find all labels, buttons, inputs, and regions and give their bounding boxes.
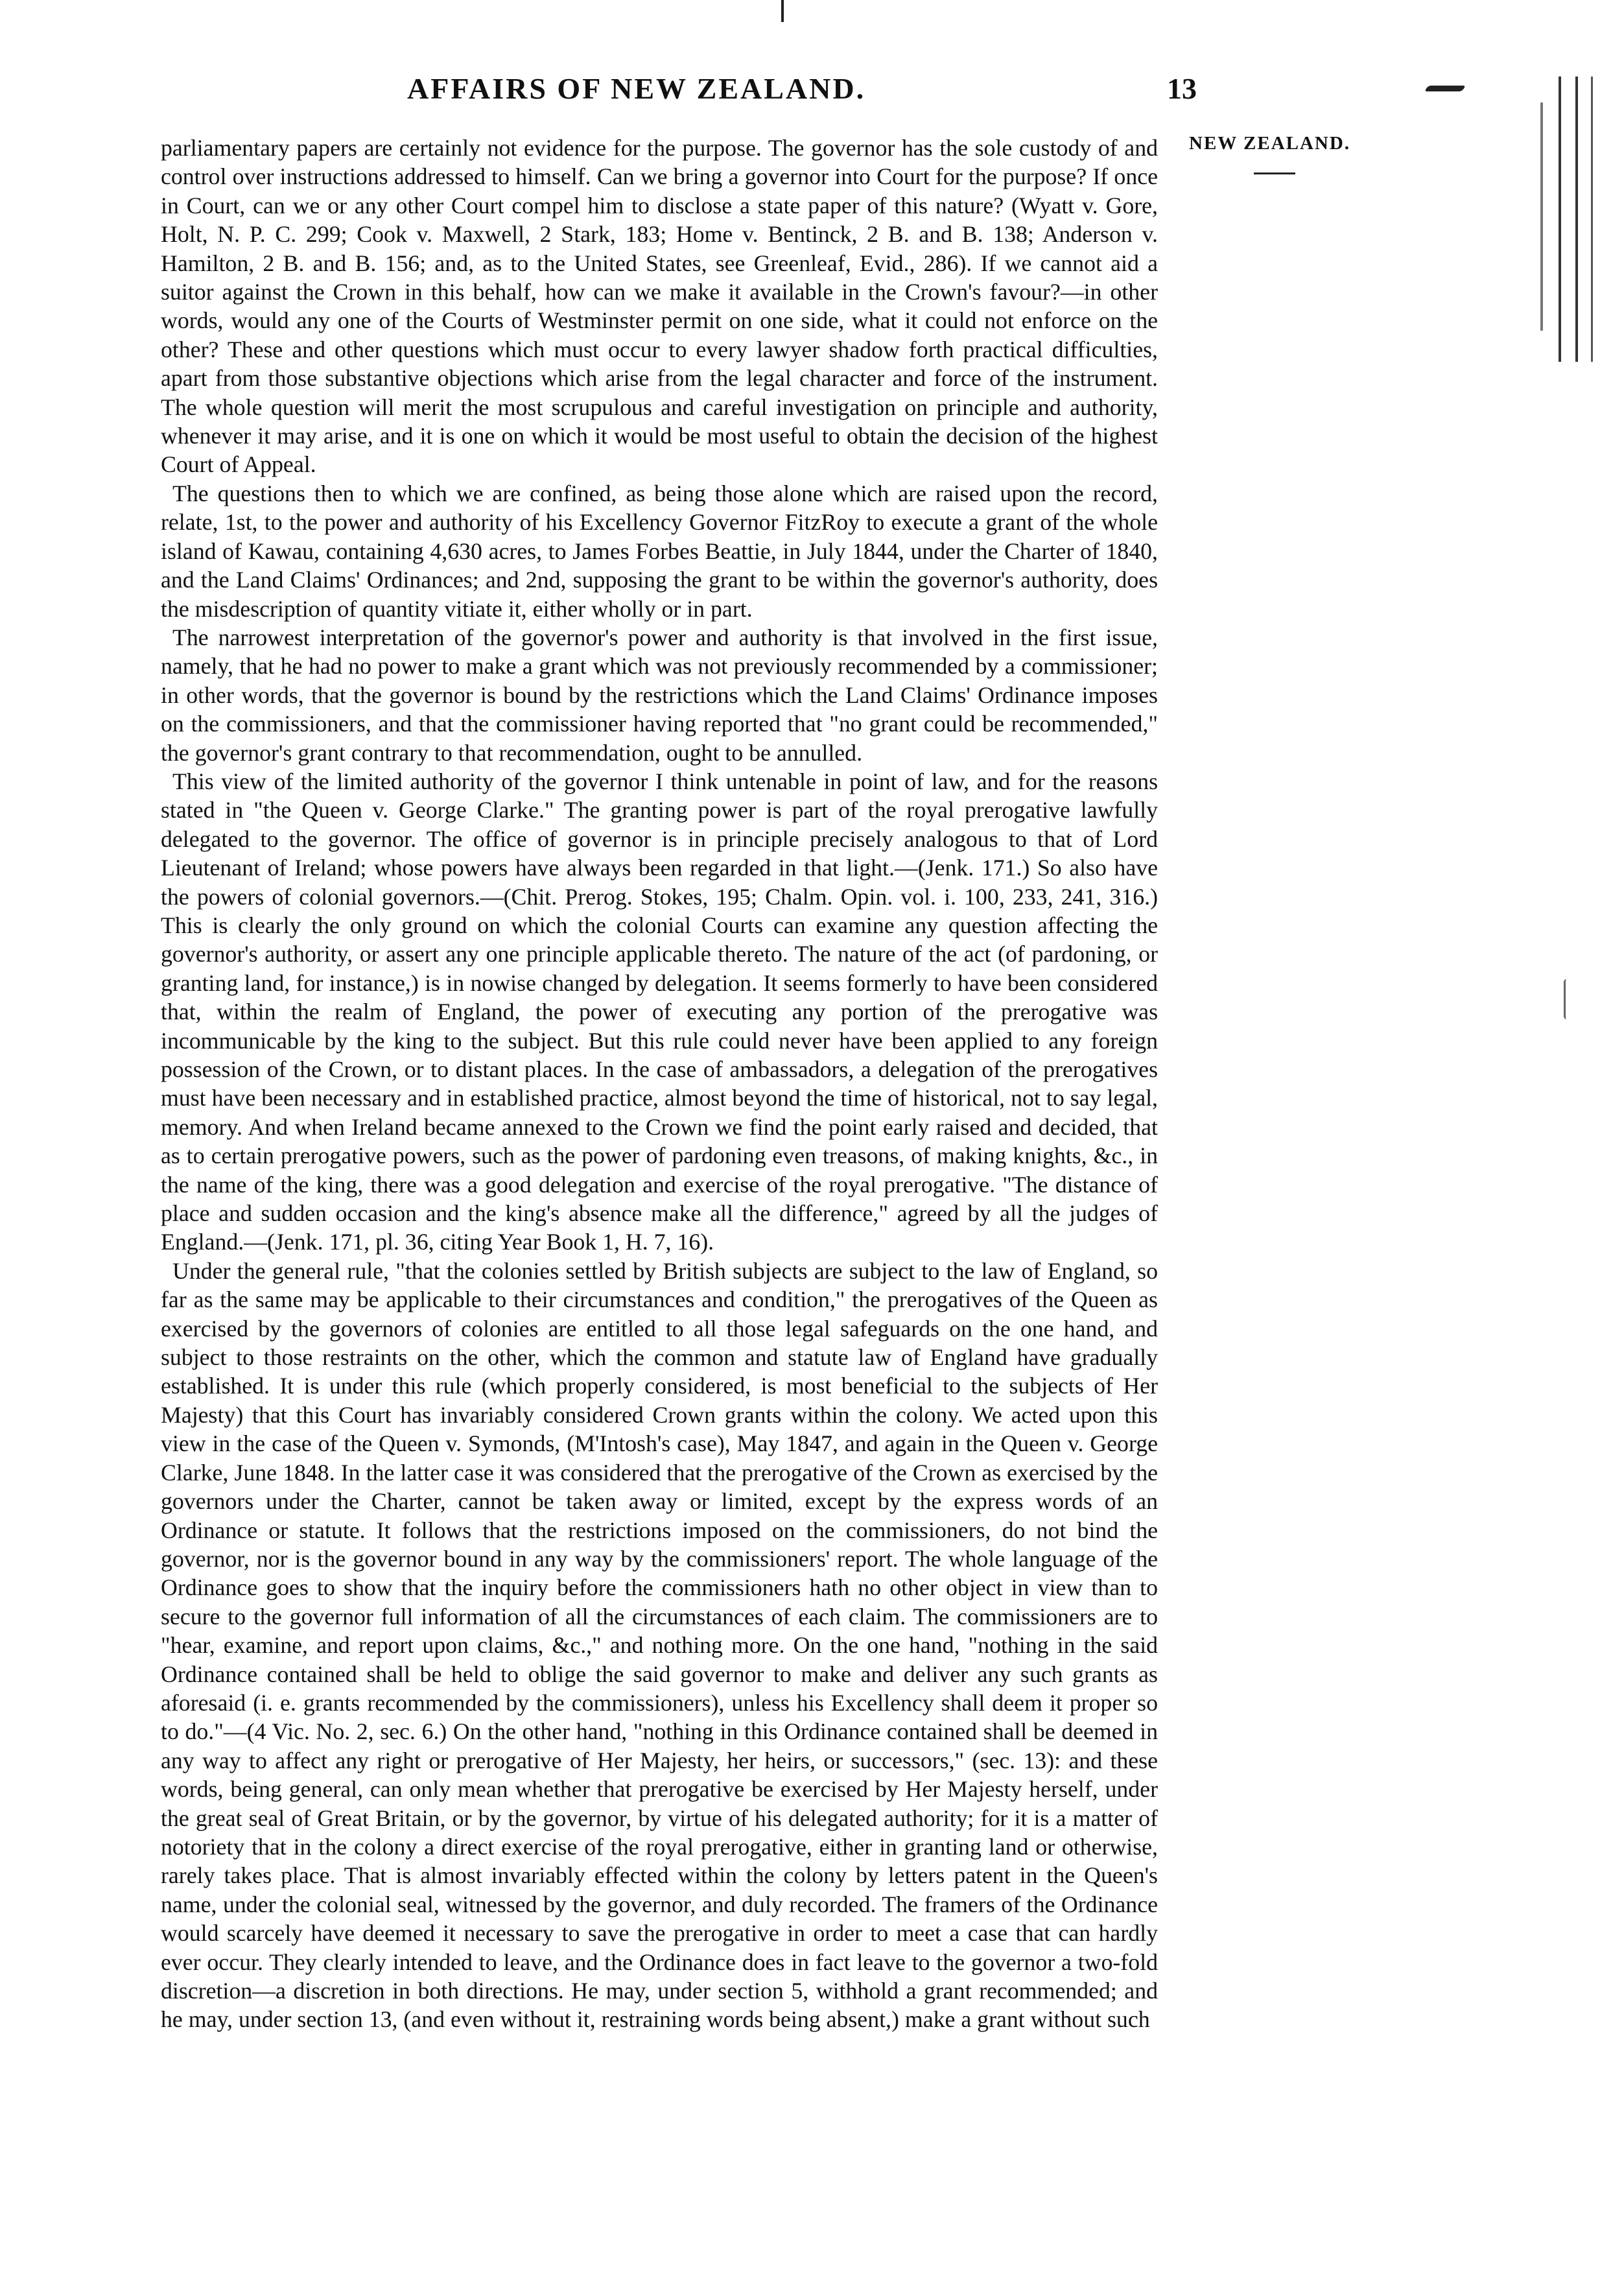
paragraph-interpretation: The narrowest interpretation of the governor's power and authority is that involved in the first issue, namely, that he had no power to make a grant which was not previously recommended by a commissioner; in other words, that the governor is bound by the restrictions which the Land Claims' Ordinance imposes on the commissioners, and that the commissioner having reported that "no grant could be recommended," the governor's grant contrary to that recommendation, ought to be annulled. xyxy=(161,624,1158,766)
top-scan-rule xyxy=(781,0,784,22)
paragraph-general-rule: Under the general rule, "that the colonies settled by British subjects are subject to the law of England, so far as the same may be applicable to their circumstances and condition," the prerogatives of the Queen as exercised by the governors of colonies are entitled to all those legal safeguards on the one hand, and subject to those restraints on the other, which the common and statute law of England have gradually established. It is under this rule (which properly considered, is most beneficial to the subjects of Her Majesty) that this Court has invariably considered Crown grants within the colony. We acted upon this view in the case of the Queen v. Symonds, (M'Intosh's case), May 1847, and again in the Queen v. George Clarke, June 1848. In the latter case it was considered that the prerogative of the Crown as exercised by the governors under the Charter, cannot be taken away or limited, except by the express words of an Ordinance or statute. It follows that the restrictions imposed on the commissioners, do not bind the governor, nor is the governor bound in any way by the commissioners' report. The whole language of the Ordinance goes to show that the inquiry before the commissioners hath no other object in view than to secure to the governor full information of all the circumstances of each claim. The commissioners are to "hear, examine, and report upon claims, &c.," and nothing more. On the one hand, "nothing in the said Ordinance contained shall be held to oblige the said governor to make and deliver any such grants as aforesaid (i. e. grants recommended by the commissioners), unless his Excellency shall deem it proper so to do."—(4 Vic. No. 2, sec. 6.) On the other hand, "nothing in this Ordinance contained shall be deemed in any way to affect any right or prerogative of Her Majesty, her heirs, or successors," (sec. 13): and these words, being general, can only mean whether that prerogative be exercised by Her Majesty herself, under the great seal of Great Britain, or by the governor, by virtue of his delegated authority; for it is a matter of notoriety that in the colony a direct exercise of the royal prerogative, either in granting land or otherwise, rarely takes place. That is almost invariably effected within the colony by letters patent in the Queen's name, under the colonial seal, witnessed by the governor, and duly recorded. The framers of the Ordinance would scarcely have deemed it necessary to save the prerogative in order to meet a case that can hardly ever occur. They clearly intended to leave, and the Ordinance does in fact leave to the governor a two-fold discretion—a discretion in both directions. He may, under section 5, withhold a grant recommended; and he may, under section 13, (and even without it, restraining words being absent,) make a grant without such xyxy=(161,1257,1158,2033)
scan-smudge xyxy=(1564,979,1570,1019)
margin-note: NEW ZEALAND. xyxy=(1189,133,1351,154)
body-text xyxy=(161,134,1158,2034)
page-number: 13 xyxy=(1167,72,1197,105)
paragraph-continuation: parliamentary papers are certainly not evidence for the purpose. The governor has the sole custody of and control over instructions addressed to himself. Can we bring a governor into Court for the purpose? If once in Court, can we or any other Court compel him to disclose a state paper of this nature? (Wyatt v. Gore, Holt, N. P. C. 299; Cook v. Maxwell, 2 Stark, 183; Home v. Bentinck, 2 B. and B. 138; Anderson v. Hamilton, 2 B. and B. 156; and, as to the United States, see Greenleaf, Evid., 286). If we cannot aid a suitor against the Crown in this behalf, how can we make it available in the Crown's favour?—in other words, would any one of the Courts of Westminster permit on one side, what it could not enforce on the other? These and other questions which must occur to every lawyer shadow forth practical difficulties, apart from those substantive objections which arise from the legal character and force of the instrument. The whole question will merit the most scrupulous and careful investigation on principle and authority, whenever it may arise, and it is one on which it would be most useful to obtain the decision of the highest Court of Appeal. xyxy=(161,135,1158,478)
scan-corner-mark xyxy=(1424,86,1466,91)
paragraph-limited-authority: This view of the limited authority of the governor I think untenable in point of law, and for the reasons stated in "the Queen v. George Clarke." The granting power is part of the royal prerogative lawfully delegated to the governor. The office of governor is in principle precisely analogous to that of Lord Lieutenant of Ireland; whose powers have always been regarded in that light.—(Jenk. 171.) So also have the powers of colonial governors.—(Chit. Prerog. Stokes, 195; Chalm. Opin. vol. i. 100, 233, 241, 316.) This is clearly the only ground on which the colonial Courts can examine any question affecting the governor's authority, or assert any one principle applicable thereto. The nature of the act (of pardoning, or granting land, for instance,) is in nowise changed by delegation. It seems formerly to have been considered that, within the realm of England, the power of executing any portion of the prerogative was incommunicable by the king to the subject. But this rule could never have been applied to any foreign possession of the Crown, or to distant places. In the case of ambassadors, a delegation of the prerogatives must have been necessary and in established practice, almost beyond the time of historical, not to say legal, memory. And when Ireland became annexed to the Crown we find the point early raised and decided, that as to certain prerogative powers, such as the power of pardoning even treasons, of making knights, &c., in the name of the king, there was a good delegation and exercise of the royal prerogative. "The distance of place and sudden occasion and the king's absence make all the difference," agreed by all the judges of England.—(Jenk. 171, pl. 36, citing Year Book 1, H. 7, 16). xyxy=(161,768,1158,1255)
binding-edge-marks xyxy=(1535,77,1606,362)
running-title: AFFAIRS OF NEW ZEALAND. xyxy=(407,72,866,105)
page-header xyxy=(0,71,1624,117)
paragraph-questions: The questions then to which we are confined, as being those alone which are raised upon the record, relate, 1st, to the power and authority of his Excellency Governor FitzRoy to execute a grant of the whole island of Kawau, containing 4,630 acres, to James Forbes Beattie, in July 1844, under the Charter of 1840, and the Land Claims' Ordinances; and 2nd, supposing the grant to be within the governor's authority, does the misdescription of quantity vitiate it, either wholly or in part. xyxy=(161,480,1158,622)
margin-note-rule xyxy=(1254,172,1295,174)
